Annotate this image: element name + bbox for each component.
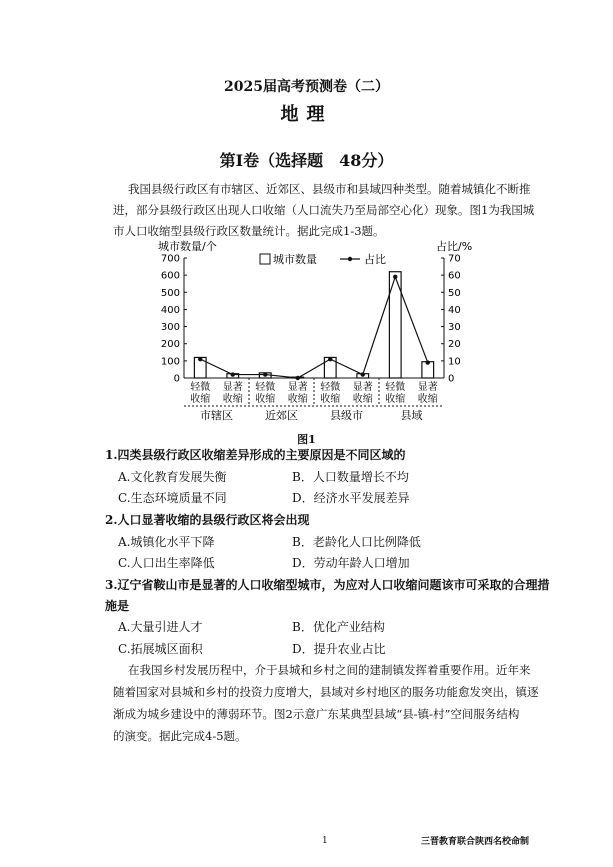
y-axis-right-label: 占比/%: [436, 240, 473, 253]
x-tick-label-line2: 收缩: [287, 394, 308, 405]
question-number: 2.: [105, 513, 118, 527]
figure-1-chart: [150, 236, 490, 426]
intro-line: 的演变。据此完成4-5题。: [113, 729, 247, 743]
ratio-point-4: [328, 357, 332, 361]
x-tick-label-line2: 收缩: [352, 394, 373, 405]
x-tick-label-line2: 收缩: [417, 394, 438, 405]
y-tick-label-left: 400: [160, 304, 180, 316]
option-d[interactable]: D．提升农业占比: [292, 642, 386, 656]
option-d[interactable]: D．劳动年龄人口增加: [292, 556, 410, 570]
group-label: 县级市: [330, 409, 363, 422]
option-c[interactable]: C.拓展城区面积: [118, 642, 203, 656]
x-tick-label: 轻微: [255, 382, 276, 393]
group-label: 市辖区: [200, 409, 233, 422]
y-tick-label-right: 60: [448, 270, 461, 282]
intro-line: 随着国家对县城和乡村的投资力度增大，县域对乡村地区的服务功能愈发突出，镇逐: [113, 685, 539, 699]
x-tick-label-line2: 收缩: [190, 394, 211, 405]
intro-line: 在我国乡村发展历程中，介于县城和乡村之间的建制镇发挥着重要作用。近年来: [128, 663, 531, 677]
footer-organizer: 三晋教育联合陕西名校命制: [421, 837, 530, 847]
y-tick-label-right: 10: [448, 356, 461, 368]
question-stem: 辽宁省鞍山市是显著的人口收缩型城市，为应对人口收缩问题该市可采取的合理措: [117, 578, 550, 592]
y-tick-label-right: 40: [448, 304, 461, 316]
legend-line-label: 占比: [364, 253, 386, 266]
intro-line: 市人口收缩型县级行政区数量统计。据此完成1-3题。: [113, 224, 385, 238]
x-tick-label-line2: 收缩: [385, 394, 406, 405]
group-label: 近郊区: [265, 409, 298, 422]
y-tick-label-left: 500: [160, 287, 180, 299]
option-c[interactable]: C.人口出生率降低: [118, 556, 215, 570]
y-tick-label-left: 600: [160, 270, 180, 282]
option-d[interactable]: D．经济水平发展差异: [292, 491, 410, 505]
y-tick-label-left: 200: [160, 339, 180, 351]
question-number: 1.: [105, 448, 118, 462]
question-number: 3.: [105, 578, 118, 592]
intro-line: 渐成为城乡建设中的薄弱环节。图2示意广东某典型县域“县-镇-村”空间服务结构: [113, 707, 520, 721]
option-c[interactable]: C.生态环境质量不同: [118, 491, 227, 505]
x-tick-label-line2: 收缩: [255, 394, 276, 405]
y-tick-label-right: 20: [448, 339, 461, 351]
y-tick-label-right: 50: [448, 287, 461, 299]
question-stem: 人口显著收缩的县级行政区将会出现: [117, 513, 310, 527]
page-number: 1: [322, 836, 328, 846]
x-tick-label: 显著: [417, 382, 438, 393]
x-tick-label: 显著: [222, 382, 243, 393]
question-stem-continued: 施是: [105, 599, 130, 613]
ratio-point-2: [263, 372, 267, 376]
ratio-point-7: [426, 360, 430, 364]
y-tick-label-left: 700: [160, 253, 180, 265]
ratio-point-6: [393, 275, 397, 279]
legend-bar-label: 城市数量: [273, 253, 317, 266]
x-tick-label: 轻微: [385, 382, 406, 393]
x-tick-label: 轻微: [190, 382, 211, 393]
ratio-point-3: [296, 376, 300, 380]
y-tick-label-left: 0: [173, 373, 180, 385]
x-tick-label: 轻微: [320, 382, 341, 393]
option-b[interactable]: B．老龄化人口比例降低: [292, 535, 421, 549]
part-title: 第Ⅰ卷（选择题 48分）: [219, 151, 394, 170]
ratio-point-0: [198, 357, 202, 361]
x-tick-label: 显著: [352, 382, 373, 393]
y-tick-label-left: 300: [160, 322, 180, 334]
legend-line-marker: [348, 257, 352, 261]
option-a[interactable]: A.城镇化水平下降: [118, 535, 215, 549]
option-b[interactable]: B．人口数量增长不均: [292, 470, 409, 484]
option-a[interactable]: A.大量引进人才: [118, 620, 203, 634]
x-tick-label-line2: 收缩: [320, 394, 341, 405]
option-a[interactable]: A.文化教育发展失衡: [118, 470, 227, 484]
y-tick-label-right: 0: [448, 373, 455, 385]
legend-bar-swatch: [260, 254, 270, 264]
exam-title: 2025届高考预测卷（二）: [224, 79, 389, 95]
y-tick-label-left: 100: [160, 356, 180, 368]
option-b[interactable]: B．优化产业结构: [292, 620, 385, 634]
intro-line: 进，部分县级行政区出现人口收缩（人口流失乃至局部空心化）现象。图1为我国城: [113, 203, 535, 217]
subject-title: 地理: [280, 104, 333, 125]
intro-line: 我国县级行政区有市辖区、近郊区、县级市和县域四种类型。随着城镇化不断推: [128, 182, 531, 196]
figure-caption: 图1: [297, 433, 316, 446]
ratio-point-5: [361, 372, 365, 376]
y-tick-label-right: 30: [448, 322, 461, 334]
question-stem: 四类县级行政区收缩差异形成的主要原因是不同区域的: [117, 448, 406, 462]
x-tick-label: 显著: [287, 382, 308, 393]
x-tick-label-line2: 收缩: [222, 394, 243, 405]
y-axis-left-label: 城市数量/个: [158, 240, 217, 253]
y-tick-label-right: 70: [448, 253, 461, 265]
ratio-point-1: [231, 372, 235, 376]
group-label: 县域: [400, 409, 423, 422]
